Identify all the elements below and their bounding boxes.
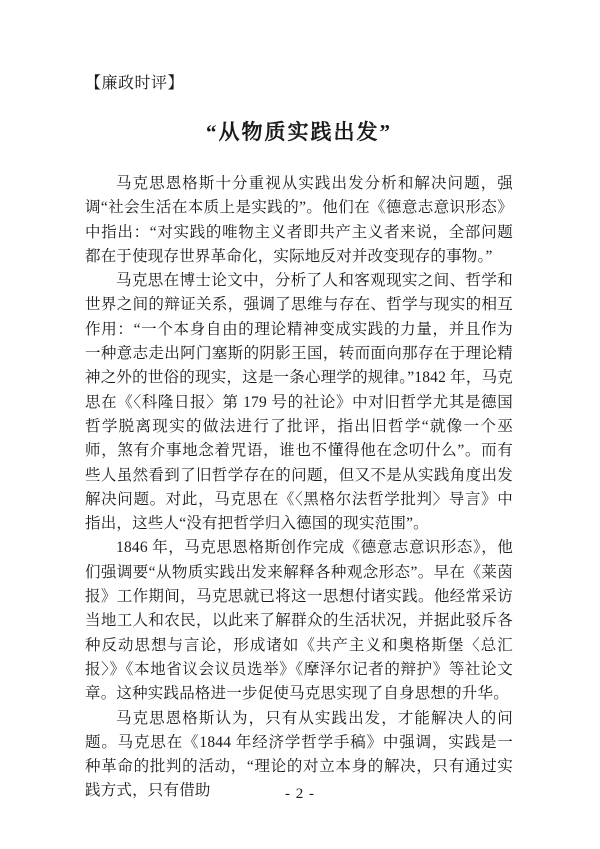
document-body xyxy=(85,172,513,804)
paragraph-2: 马克思在博士论文中，分析了人和客观现实之间、哲学和世界之间的辩证关系，强调了思维与存在、哲学与现实的相互作用：“一个本身自由的理论精神变成实践的力量，并且作为一种意志走出阿门塞斯的阴影王国，转而面向那存在于理论精神之外的世俗的现实，这是一条心理学的规律。”1842 年，马克思在《〈科隆日报〉第 179 号的社论》中对旧哲学尤其是德国哲学脱离现实的做法进行了批评，指出旧哲学“就像一个巫师，煞有介事地念着咒语，谁也不懂得他在念叨什么”。而有些人虽然看到了旧哲学存在的问题，但又不是从实践角度出发解决问题。对此，马克思在《〈黑格尔法哲学批判〉导言》中指出，这些人“没有把哲学归入德国的现实范围”。 xyxy=(85,272,513,533)
section-tag: 【廉政时评】 xyxy=(85,75,185,92)
page-title: “从物质实践出发” xyxy=(206,120,392,144)
paragraph-4: 马克思恩格斯认为，只有从实践出发，才能解决人的问题。马克思在《1844 年经济学哲学手稿》中强调，实践是一种革命的批判的活动，“理论的对立本身的解决，只有通过实践方式，只有借助 xyxy=(85,709,513,800)
document-content xyxy=(85,74,513,804)
paragraph-3: 1846 年，马克思恩格斯创作完成《德意志意识形态》，他们强调要“从物质实践出发来解释各种观念形态”。早在《莱茵报》工作期间，马克思就已将这一思想付诸实践。他经常采访当地工人和农民，以此来了解群众的生活状况，并据此驳斥各种反动思想与言论，形成诸如《共产主义和奥格斯堡〈总汇报〉》《本地省议会议员选举》《摩泽尔记者的辩护》等社论文章。这种实践品格进一步促使马克思实现了自身思想的升华。 xyxy=(85,539,513,703)
paragraph-1: 马克思恩格斯十分重视从实践出发分析和解决问题，强调“社会生活在本质上是实践的”。他们在《德意志意识形态》中指出：“对实践的唯物主义者即共产主义者来说，全部问题都在于使现存世界革命化，实际地反对并改变现存的事物。” xyxy=(85,175,513,265)
page-number: - 2 - xyxy=(285,786,315,802)
